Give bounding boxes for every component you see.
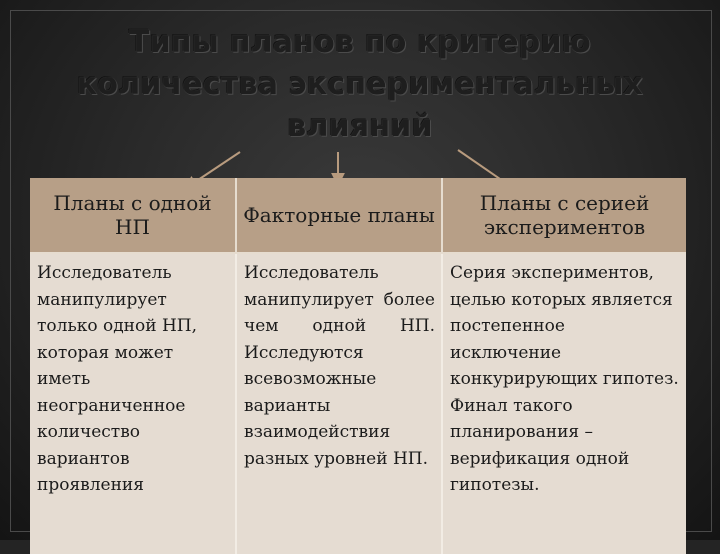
cell-factorial: Исследователь манипулирует более чем одной НП. Исследуются всевозможные варианты взаимодействия разных уровней НП. bbox=[236, 253, 442, 554]
body-row bbox=[30, 253, 686, 554]
header-factorial: Факторные планы bbox=[236, 178, 442, 253]
title-line-3: влияний bbox=[287, 109, 433, 144]
title-line-2: количества экспериментальных bbox=[76, 67, 644, 102]
header-row bbox=[30, 178, 686, 253]
header-series: Планы с серией экспериментов bbox=[442, 178, 686, 253]
title-line-1: Типы планов по критерию bbox=[128, 25, 592, 60]
cell-single-iv: Исследователь манипулирует только одной НП, которая может иметь неограниченное количество вариантов проявления bbox=[30, 253, 236, 554]
cell-series: Серия экспериментов, целью которых является постепенное исключение конкурирующих гипотез. Финал такого планирования – верификация одной гипотезы. bbox=[442, 253, 686, 554]
header-single-iv: Планы с одной НП bbox=[30, 178, 236, 253]
plans-table bbox=[30, 178, 686, 554]
